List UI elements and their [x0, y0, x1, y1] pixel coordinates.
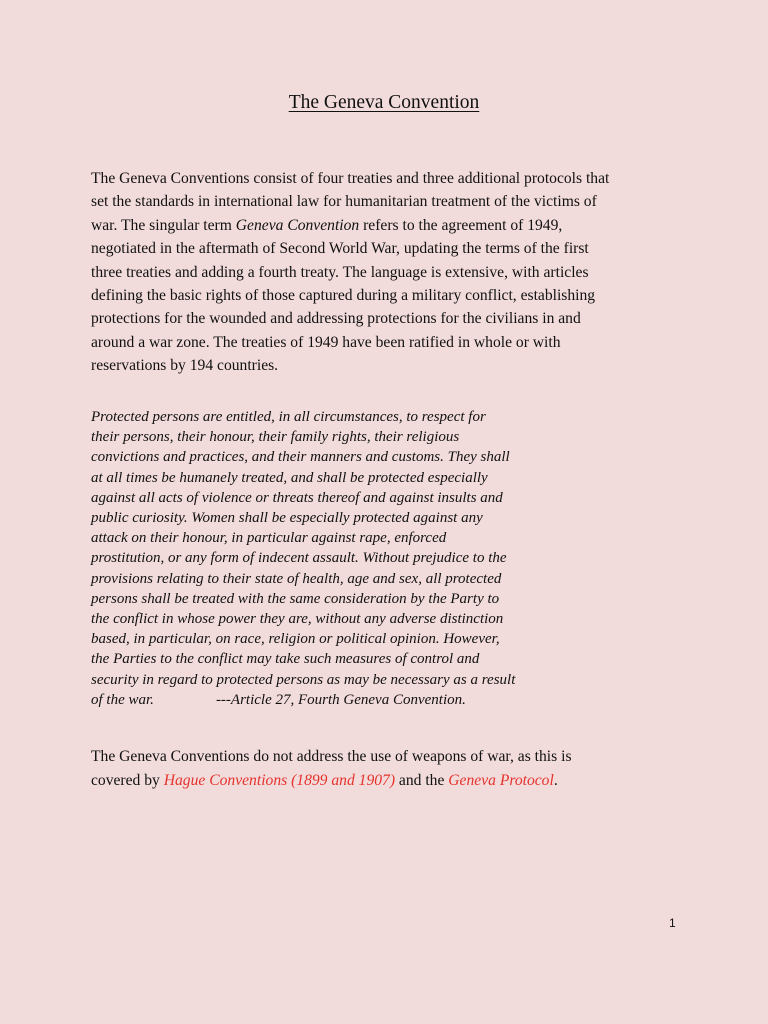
closing-line: The Geneva Conventions do not address the use of weapons of war, as this is	[91, 748, 572, 765]
quote-line: based, in particular, on race, religion or political opinion. However,	[91, 631, 500, 648]
intro-line: three treaties and adding a fourth treaty. The language is extensive, with articles	[91, 263, 589, 281]
quote-line: public curiosity. Women shall be especially protected against any	[91, 510, 483, 527]
closing-line-with-links	[91, 769, 681, 793]
closing-prefix: covered by	[91, 772, 164, 789]
intro-line-end: refers to the agreement of 1949,	[359, 216, 563, 234]
quote-line: Protected persons are entitled, in all circumstances, to respect for	[91, 409, 486, 425]
intro-line: protections for the wounded and addressing protections for the civilians in and	[91, 310, 581, 328]
quote-line: against all acts of violence or threats thereof and against insults and	[91, 489, 503, 506]
geneva-protocol-link[interactable]: Geneva Protocol	[448, 772, 554, 789]
article-27-quote	[91, 407, 611, 710]
quote-line: provisions relating to their state of health, age and sex, all protected	[91, 570, 502, 587]
geneva-convention-term: Geneva Convention	[235, 216, 360, 234]
hague-conventions-link[interactable]: Hague Conventions (1899 and 1907)	[163, 772, 396, 789]
quote-line: the Parties to the conflict may take such measures of control and	[91, 651, 480, 668]
quote-line: the conflict in whose power they are, without any adverse distinction	[91, 611, 504, 628]
intro-line: The Geneva Conventions consist of four treaties and three additional protocols that	[91, 170, 610, 187]
closing-middle: and the	[395, 772, 449, 789]
quote-line: prostitution, or any form of indecent assault. Without prejudice to the	[91, 550, 507, 567]
intro-line: negotiated in the aftermath of Second World War, updating the terms of the first	[91, 240, 589, 258]
intro-line: set the standards in international law for humanitarian treatment of the victims of	[91, 193, 597, 211]
quote-line: at all times be humanely treated, and shall be protected especially	[91, 469, 488, 486]
quote-line-end: of the war.	[91, 691, 154, 708]
quote-citation: ---Article 27, Fourth Geneva Convention.	[215, 691, 466, 708]
quote-line: security in regard to protected persons as may be necessary as a result	[91, 671, 516, 688]
intro-line: reservations by 194 countries.	[91, 357, 279, 375]
quote-line: their persons, their honour, their family rights, their religious	[91, 429, 460, 446]
intro-paragraph	[91, 167, 681, 378]
document-title: The Geneva Convention	[288, 92, 480, 113]
intro-line: around a war zone. The treaties of 1949 have been ratified in whole or with	[91, 333, 561, 351]
quote-line: convictions and practices, and their manners and customs. They shall	[91, 449, 510, 466]
closing-paragraph	[91, 745, 681, 793]
intro-line-with-term	[91, 214, 681, 237]
page-number: 1	[669, 916, 676, 930]
intro-line-start: war. The singular term	[91, 216, 236, 234]
quote-line: attack on their honour, in particular against rape, enforced	[91, 530, 447, 547]
intro-line: defining the basic rights of those captured during a military conflict, establishing	[91, 287, 596, 305]
closing-suffix: .	[553, 772, 558, 789]
quote-last-line	[91, 690, 611, 710]
quote-line: persons shall be treated with the same consideration by the Party to	[91, 590, 500, 607]
